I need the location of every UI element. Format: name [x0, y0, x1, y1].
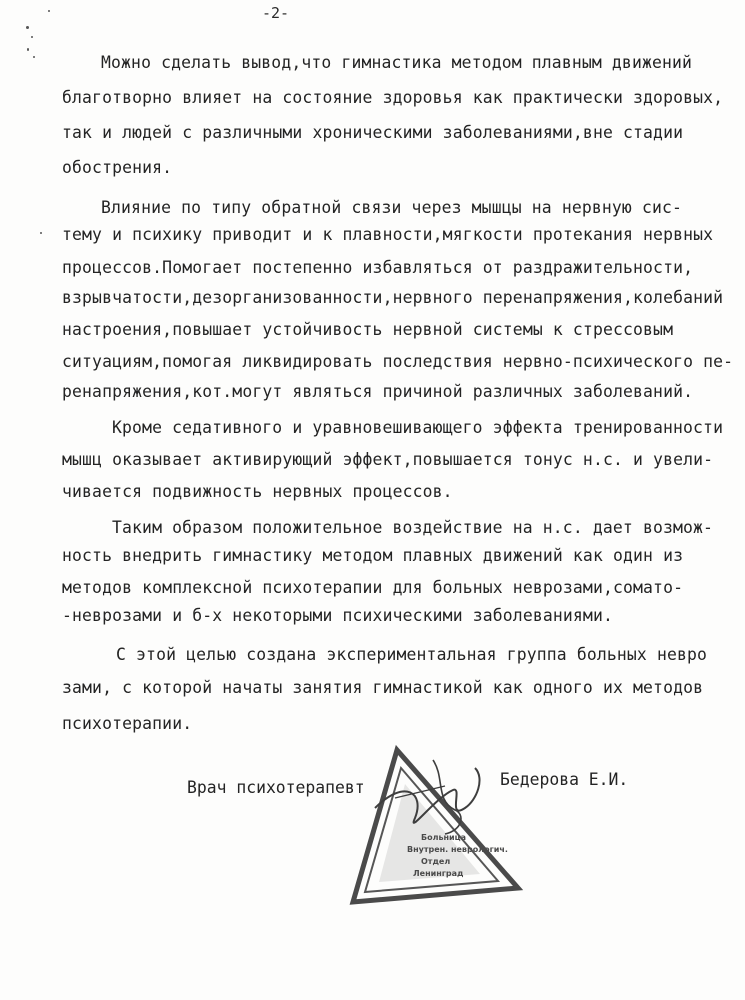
signature-name: Бедерова Е.И.	[500, 770, 629, 789]
paragraph-4-line-4: -неврозами и б-х некоторыми психическими заболеваниями.	[62, 606, 613, 625]
paragraph-1-line-1: Можно сделать вывод,что гимнастика методом плавным движений	[101, 53, 693, 72]
scan-speck	[31, 36, 33, 38]
paragraph-5-line-3: психотерапии.	[62, 714, 193, 733]
triangular-stamp	[335, 738, 525, 918]
stamp-line-2: Внутрен. неврологич.	[407, 845, 508, 854]
paragraph-2-line-6: ситуациям,помогая ликвидировать последствия нервно-психического пе-	[62, 352, 734, 371]
paragraph-3-line-2: мышц оказывает активирующий эффект,повышается тонус н.с. и увели-	[62, 450, 714, 469]
signature-position: Врач психотерапевт	[187, 778, 365, 797]
paragraph-2-line-2: тему и психику приводит и к плавности,мягкости протекания нервных	[62, 225, 714, 244]
paragraph-1-line-4: обострения.	[62, 158, 173, 177]
stamp-line-3: Отдел	[421, 857, 451, 866]
paragraph-1-line-3: так и людей с различными хроническими заболеваниями,вне стадии	[62, 123, 684, 142]
scan-speck	[27, 48, 29, 51]
paragraph-2-line-1: Влияние по типу обратной связи через мышцы на нервную сис-	[101, 198, 683, 217]
stamp-line-1: Больница	[421, 833, 466, 842]
paragraph-4-line-1: Таким образом положительное воздействие на н.с. дает возмож-	[112, 518, 714, 537]
stamp-line-4: Ленинград	[413, 869, 464, 878]
paragraph-2-line-5: настроения,повышает устойчивость нервной системы к стрессовым	[62, 320, 674, 339]
scan-speck	[33, 56, 35, 58]
paragraph-2-line-3: процессов.Помогает постепенно избавляться от раздражительности,	[62, 258, 694, 277]
scan-speck	[40, 232, 42, 234]
scan-speck	[26, 26, 29, 29]
paragraph-3-line-3: чивается подвижность нервных процессов.	[62, 482, 453, 501]
scan-speck	[48, 10, 50, 12]
paragraph-2-line-4: взрывчатости,дезорганизованности,нервного перенапряжения,колебаний	[62, 288, 724, 307]
paragraph-3-line-1: Кроме седативного и уравновешивающего эффекта тренированности	[112, 418, 724, 437]
paragraph-4-line-3: методов комплексной психотерапии для больных неврозами,сомато-	[62, 578, 684, 597]
paragraph-4-line-2: ность внедрить гимнастику методом плавных движений как один из	[62, 546, 684, 565]
page-number: -2-	[262, 4, 290, 22]
paragraph-5-line-1: С этой целью создана экспериментальная группа больных невро	[116, 645, 708, 664]
paragraph-2-line-7: ренапряжения,кот.могут являться причиной различных заболеваний.	[62, 382, 694, 401]
paragraph-1-line-2: благотворно влияет на состояние здоровья как практически здоровых,	[62, 88, 724, 107]
paragraph-5-line-2: зами, с которой начаты занятия гимнастикой как одного их методов	[62, 678, 704, 697]
